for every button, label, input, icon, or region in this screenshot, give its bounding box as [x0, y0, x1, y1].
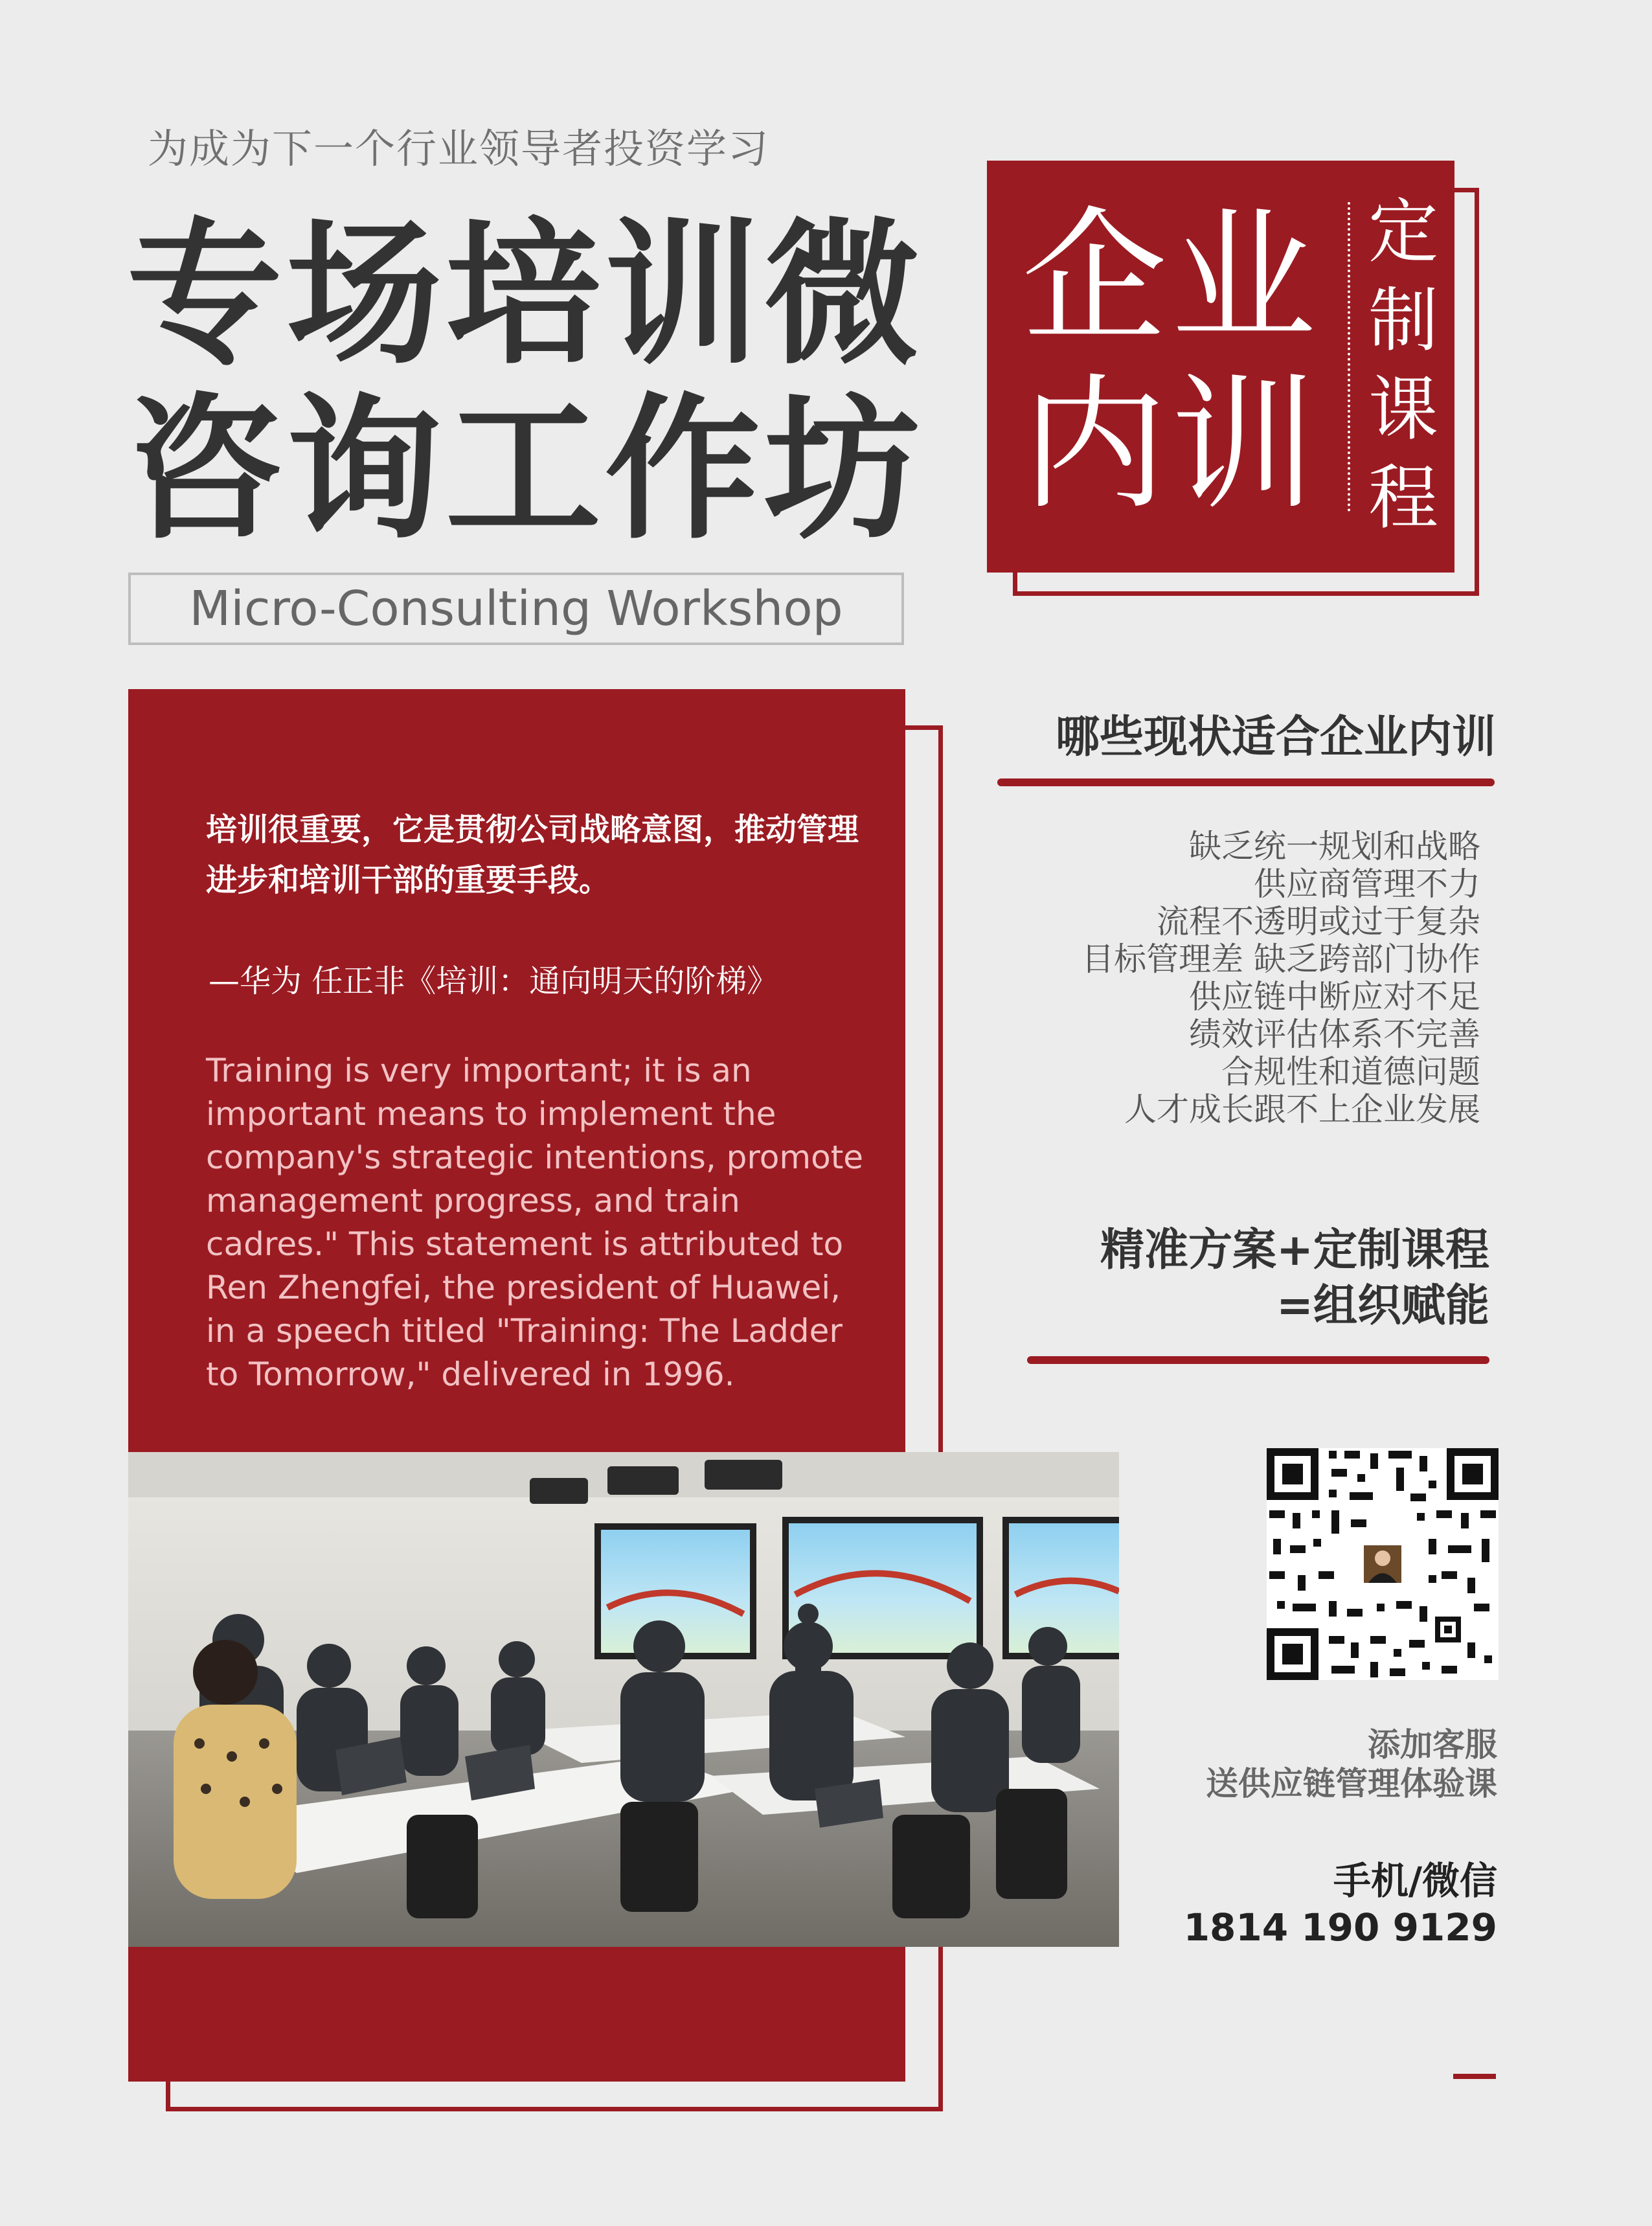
list-item: 合规性和道德问题: [1221, 1053, 1480, 1091]
formula: [971, 1223, 1489, 1334]
formula-line-1: 精准方案+定制课程: [1100, 1225, 1489, 1276]
service-offer: [1101, 1725, 1497, 1803]
badge-vertical-char: 制: [1368, 280, 1438, 361]
service-line-1: 添加客服: [1368, 1726, 1497, 1764]
formula-line-2: =组织赋能: [1276, 1280, 1489, 1332]
formula-underline: [1027, 1356, 1489, 1364]
page-title: [127, 204, 924, 560]
heading-underline: [997, 778, 1495, 786]
list-item: 目标管理差 缺乏跨部门协作: [1081, 940, 1480, 978]
quote-chinese: 培训很重要，它是贯彻公司战略意图，推动管理进步和培训干部的重要手段。: [206, 812, 859, 898]
badge-vertical-char: 程: [1368, 458, 1438, 539]
title-line-2: 咨询工作坊: [127, 379, 924, 560]
qr-code[interactable]: [1267, 1448, 1499, 1680]
list-item: 供应链中断应对不足: [1189, 978, 1480, 1016]
quote-source: —华为 任正非《培训：通向明天的阶梯》: [209, 963, 778, 999]
phone-number[interactable]: 1814 190 9129: [1183, 1905, 1497, 1949]
badge-line-2: 内训: [1022, 360, 1320, 529]
badge-divider: [1348, 202, 1350, 512]
english-subtitle: Micro-Consulting Workshop: [128, 573, 904, 645]
fit-heading: 哪些现状适合企业内训: [1055, 712, 1496, 763]
list-item: 人才成长跟不上企业发展: [1124, 1091, 1480, 1128]
badge-vertical-text: [1363, 188, 1444, 543]
contact-info: [1101, 1857, 1497, 1951]
list-item: 绩效评估体系不完善: [1189, 1016, 1480, 1053]
list-item: 供应商管理不力: [1254, 865, 1480, 903]
decorative-dash: [1453, 2074, 1496, 2079]
contact-label: 手机/微信: [1333, 1859, 1497, 1903]
list-item: 缺乏统一规划和战略: [1189, 828, 1480, 865]
badge-vertical-char: 定: [1368, 192, 1438, 273]
badge-line-1: 企业: [1022, 193, 1320, 362]
list-item: 流程不透明或过于复杂: [1157, 903, 1480, 940]
title-line-1: 专场培训微: [127, 204, 924, 385]
issue-list: [933, 828, 1480, 1128]
training-photo: [128, 1452, 1119, 1947]
service-line-2: 送供应链管理体验课: [1206, 1765, 1497, 1802]
badge-main-text: [1022, 194, 1346, 528]
quote-english: Training is very important; it is an important means to implement the company's strategic intentions, promote management progress, and train cadres." This statement is attributed to Ren Zhengfei, the president of Huawei, in a speech titled "Training: The Ladder to Tomorrow," delivered in 1996.: [206, 1052, 864, 1393]
badge-vertical-char: 课: [1368, 369, 1438, 450]
tagline: 为成为下一个行业领导者投资学习: [148, 125, 770, 172]
